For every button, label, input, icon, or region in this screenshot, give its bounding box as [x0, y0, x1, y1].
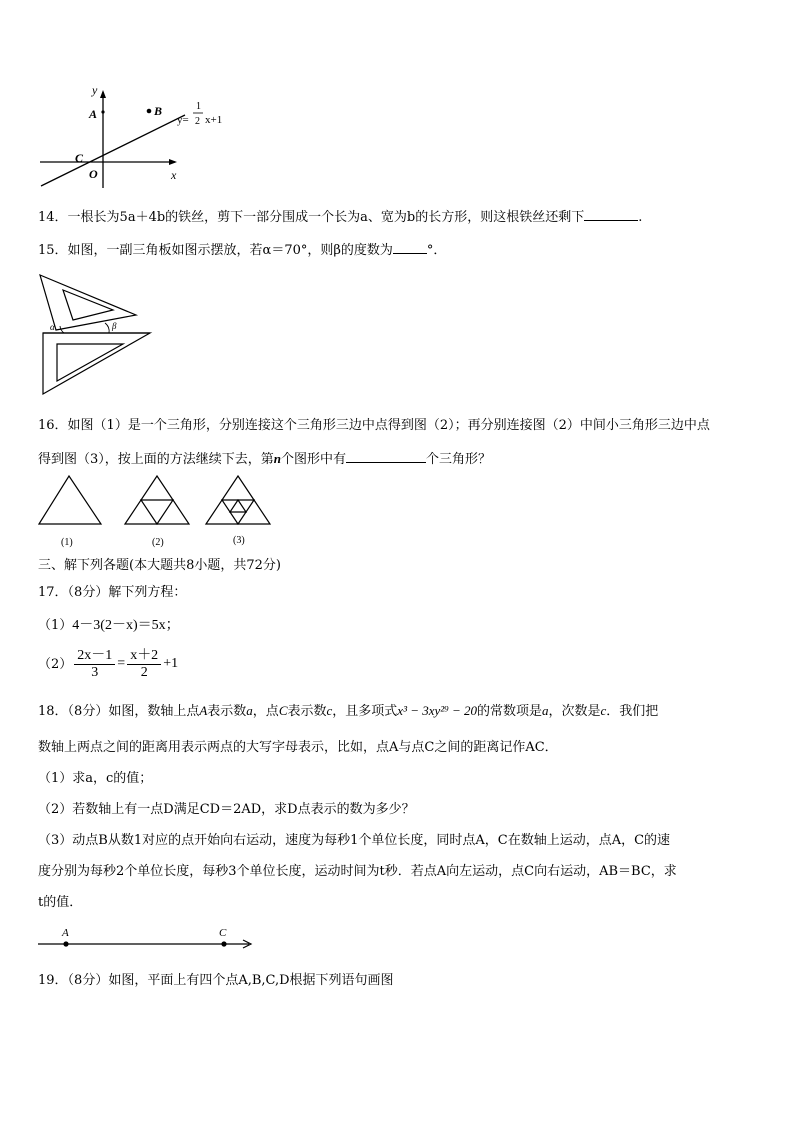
caption-figure-3: (3) [233, 535, 245, 546]
question-18-part-3-line2 [38, 864, 677, 880]
line-label-suffix: x+1 [205, 114, 223, 126]
q18-polynomial: x³ − 3xy²⁹ − 20 [397, 703, 477, 718]
q18-var-c-2: c [600, 703, 607, 718]
question-15 [38, 241, 446, 259]
set-squares-figure [35, 270, 185, 400]
caption-figure-2: (2) [152, 537, 164, 548]
question-19 [38, 973, 394, 989]
lower-triangle-outer [43, 333, 150, 394]
equals-sign: = [117, 656, 126, 672]
question-17-title [38, 585, 186, 601]
q18-part-3-text-2: 度分别为每秒2个单位长度，每秒3个单位长度，运动时间为t秒．若点A向左运动，点C向右运动，AB＝BC，求 [38, 864, 677, 879]
fraction-left-denominator: 3 [91, 665, 99, 681]
y-axis-arrow [100, 90, 106, 98]
y-axis-label: y [92, 83, 98, 97]
question-18-part-1 [38, 771, 152, 787]
answer-blank-16[interactable] [346, 450, 426, 463]
coordinate-figure [35, 82, 275, 192]
lower-triangle-inner [57, 344, 123, 381]
line-label-prefix: y= [177, 114, 189, 126]
q18-point-a: A [199, 703, 208, 718]
q18-text-f: 的常数项是 [476, 704, 542, 719]
plus-one: +1 [163, 656, 179, 672]
answer-blank-14[interactable] [584, 208, 638, 221]
q18-part-2-text: （2）若数轴上有一点D满足CD＝2AD，求D点表示的数为多少？ [38, 802, 415, 817]
fraction-right [127, 648, 161, 681]
point-a-marker [63, 941, 68, 946]
q18-part-3-text-1: （3）动点B从数1对应的点开始向右运动，速度为每秒1个单位长度，同时点A，C在数轴上运动，点A，C的速 [38, 833, 671, 848]
fraction-left [74, 648, 115, 681]
point-c-marker [221, 941, 226, 946]
fraction-left-numerator: 2x－1 [74, 648, 115, 665]
q18-var-c: c [326, 703, 333, 718]
q18-var-a: a [246, 703, 253, 718]
point-b-dot [147, 109, 152, 114]
question-17-part-1-equation: 4－3(2－x)＝5x； [72, 618, 180, 633]
caption-figure-1: (1) [61, 537, 73, 548]
question-15-end: °． [426, 243, 447, 258]
fraction-right-denominator: 2 [140, 665, 148, 681]
section-3-title: 三、解下列各题(本大题共8小题，共72分) [38, 558, 281, 573]
question-18-part-2 [38, 802, 415, 818]
q18-part-3-text-3: t的值． [38, 895, 83, 910]
question-16-text-1: 16．如图（1）是一个三角形，分别连接这个三角形三边中点得到图（2）；再分别连接图（2）中间小三角形三边中点 [38, 418, 710, 433]
q18-text-c: ，点 [252, 704, 279, 719]
q18-text-b: 表示数 [207, 704, 247, 719]
question-16-line2 [38, 450, 491, 468]
triangle-figure-2 [125, 476, 189, 524]
q18-text-d: 表示数 [287, 704, 327, 719]
alpha-label: α [50, 322, 55, 332]
q18-point-c: C [278, 703, 288, 718]
number-line-label-a: A [62, 927, 69, 939]
point-c-label: C [75, 151, 84, 165]
question-14 [38, 208, 642, 226]
question-17-part-2 [38, 648, 178, 681]
question-19-text: 19．（8分）如图，平面上有四个点A,B,C,D根据下列语句画图 [38, 973, 394, 988]
q18-line2-text: 数轴上两点之间的距离用表示两点的大写字母表示，比如，点A与点C之间的距离记作AC． [38, 740, 558, 755]
triangle-figure-3 [206, 476, 270, 524]
beta-label: β [112, 321, 117, 331]
question-18-line1 [38, 703, 658, 720]
point-a-label: A [89, 107, 98, 121]
section-3-heading [38, 558, 281, 574]
question-18-part-3-line3 [38, 895, 82, 911]
question-14-end: . [638, 210, 643, 225]
question-17-text: 17．（8分）解下列方程： [38, 585, 187, 600]
question-15-text: 15．如图，一副三角板如图示摆放，若α＝70°，则β的度数为 [38, 243, 393, 258]
number-line-label-c: C [219, 927, 227, 939]
q18-var-a-2: a [541, 703, 549, 718]
q18-part-1-text: （1）求a，c的值； [38, 771, 153, 786]
q18-text-g: ，次数是 [548, 704, 601, 719]
question-16-text-2b: 个图形中有 [281, 452, 347, 467]
point-a-dot [101, 110, 104, 113]
question-16-text-2c: 个三角形？ [426, 452, 492, 467]
number-line-figure [35, 922, 265, 954]
origin-label: O [89, 167, 98, 181]
question-18-part-3-line1 [38, 833, 670, 849]
triangle-sequence-figure [35, 472, 275, 532]
question-17-part-1 [38, 618, 180, 635]
x-axis-label: x [171, 168, 177, 182]
beta-arc [105, 323, 109, 333]
q18-text-a: 18．（8分）如图，数轴上点 [38, 704, 200, 719]
q18-text-h: ．我们把 [606, 704, 659, 719]
question-16-n: n [273, 451, 282, 466]
question-14-text: 14．一根长为5a＋4b的铁丝，剪下一部分围成一个长为a、宽为b的长方形，则这根铁丝还剩下 [38, 210, 585, 225]
fraction-right-numerator: x＋2 [127, 648, 161, 665]
point-b-label: B [154, 104, 163, 118]
question-17-part-1-label: （1） [38, 618, 73, 633]
question-16-line1 [38, 418, 710, 434]
triangle-figure-1 [39, 476, 101, 524]
line-label-den: 2 [195, 116, 200, 127]
answer-blank-15[interactable] [393, 241, 427, 254]
alpha-arc [60, 326, 64, 333]
x-axis-arrow [169, 159, 177, 165]
graph-line [41, 115, 185, 186]
question-18-line2 [38, 740, 558, 756]
question-16-text-2a: 得到图（3），按上面的方法继续下去，第 [38, 452, 274, 467]
q18-text-e: ，且多项式 [332, 704, 398, 719]
line-label-num: 1 [196, 101, 201, 112]
question-17-part-2-label: （2） [38, 656, 73, 672]
